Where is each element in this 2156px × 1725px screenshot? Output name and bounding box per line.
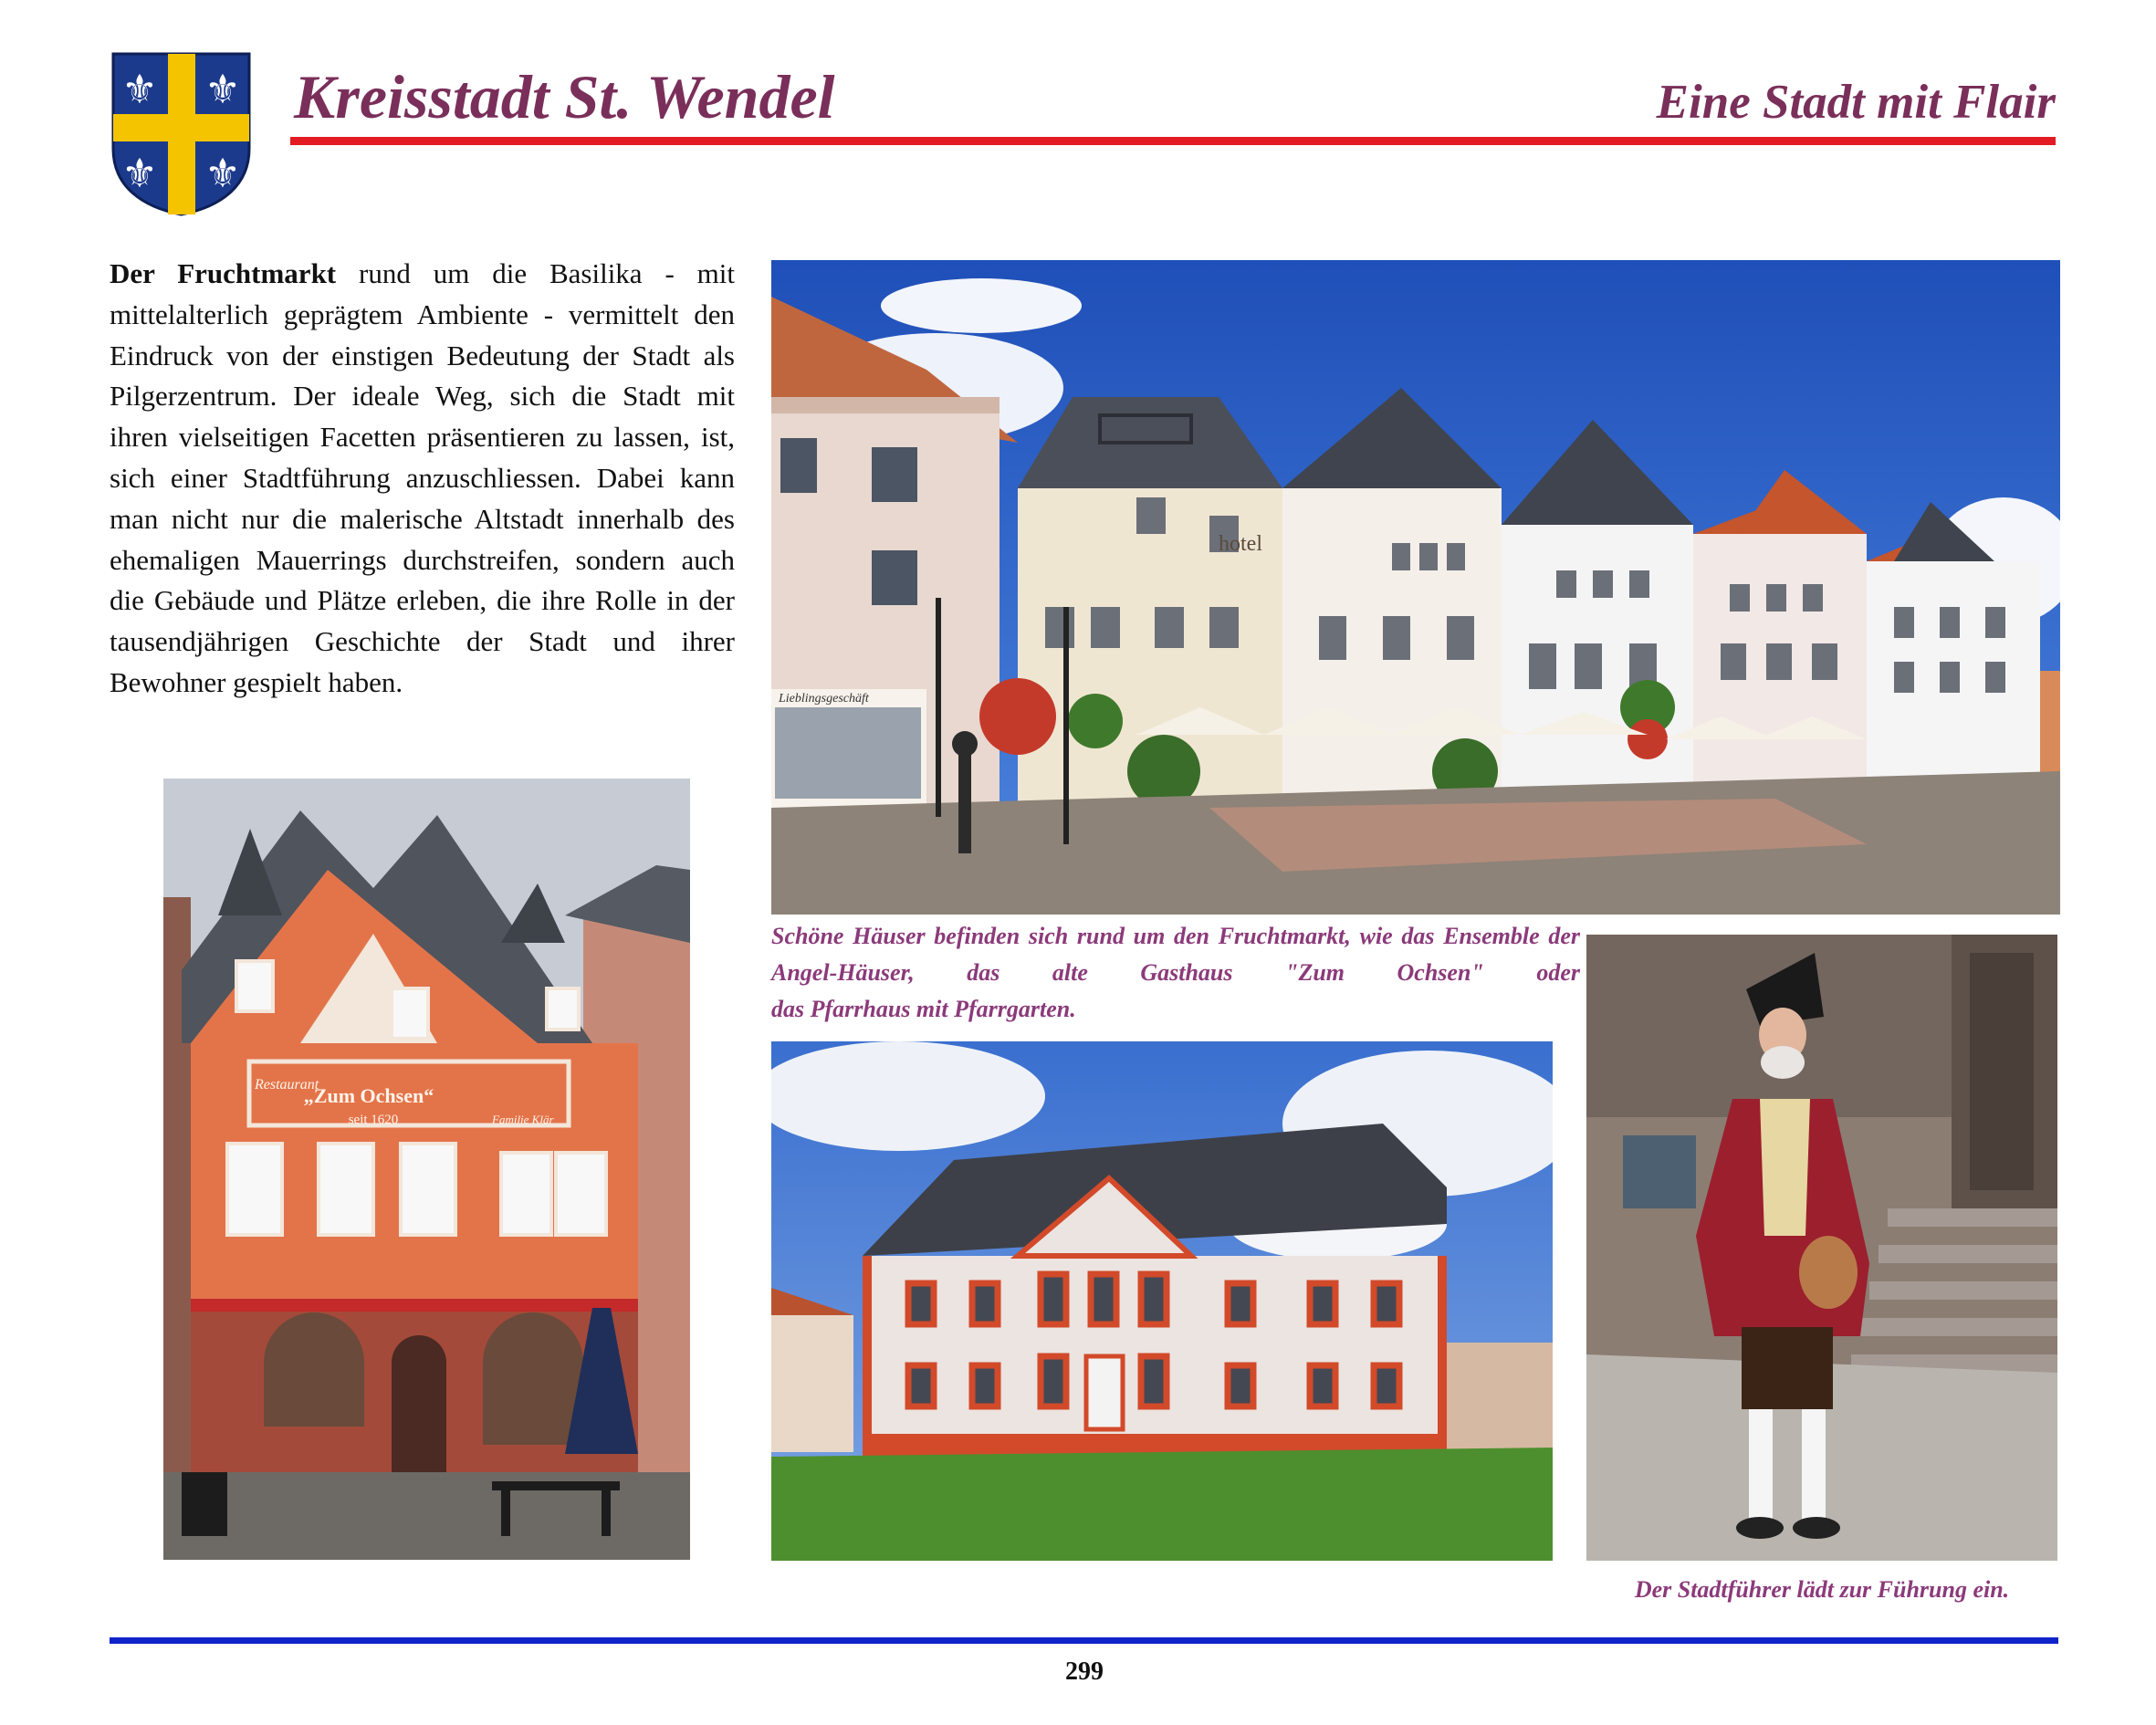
intro-lead: Der Fruchtmarkt — [110, 257, 337, 289]
intro-paragraph — [110, 254, 735, 704]
header-divider — [290, 137, 2056, 145]
footer-divider — [110, 1637, 2058, 1644]
crest-logo — [110, 50, 253, 217]
caption-fruchtmarkt-text: Schöne Häuser befinden sich rund um den Fruchtmarkt, wie das Ensemble der Angel-Häuser, das alte Gasthaus "Zum Ochsen" oder — [771, 923, 1580, 986]
svg-text:⚜: ⚜ — [121, 67, 158, 113]
page-number: 299 — [1065, 1657, 1104, 1686]
svg-text:⚜: ⚜ — [204, 67, 241, 113]
photo-fruchtmarkt — [771, 260, 2060, 915]
intro-text: rund um die Basilika - mit mittelalterlich geprägtem Ambiente - vermittelt den Eindruck von der einstigen Bedeutung der Stadt als Pilgerzentrum. Der ideale Weg, sich die Stadt mit ihren vielseitigen Facetten präsentieren zu lassen, ist, sich einer Stadtführung anzuschliessen. Dabei kann man nicht nur die malerische Altstadt innerhalb des ehemaligen Mauerrings durchstreifen, sondern auch die Gebäude und Plätze erleben, die ihre Rolle in der tausendjährigen Geschichte der Stadt und ihrer Bewohner gespielt haben. — [110, 257, 735, 698]
page-title: Kreisstadt St. Wendel — [294, 62, 835, 131]
family-sign: Familie Klär — [492, 1113, 554, 1126]
photo-stadtfuehrer — [1586, 935, 2057, 1561]
ochsen-year-sign: seit 1620 — [348, 1113, 399, 1127]
svg-text:⚜: ⚜ — [121, 151, 158, 197]
hotel-sign: hotel — [1219, 532, 1262, 556]
ochsen-name-sign: „Zum Ochsen“ — [303, 1084, 434, 1107]
coat-of-arms-icon — [110, 50, 253, 217]
svg-text:⚜: ⚜ — [204, 151, 241, 197]
restaurant-sign: Restaurant — [255, 1077, 319, 1092]
shop-sign: Lieblingsgeschäft — [779, 692, 869, 706]
page-subtitle: Eine Stadt mit Flair — [1656, 76, 2056, 129]
caption-fruchtmarkt-last: das Pfarrhaus mit Pfarrgarten. — [771, 996, 1076, 1022]
photo-zum-ochsen — [163, 779, 690, 1560]
caption-stadtfuehrer: Der Stadtführer lädt zur Führung ein. — [1634, 1576, 2010, 1603]
caption-fruchtmarkt — [771, 918, 1580, 1028]
photo-pfarrhaus — [771, 1041, 1553, 1561]
